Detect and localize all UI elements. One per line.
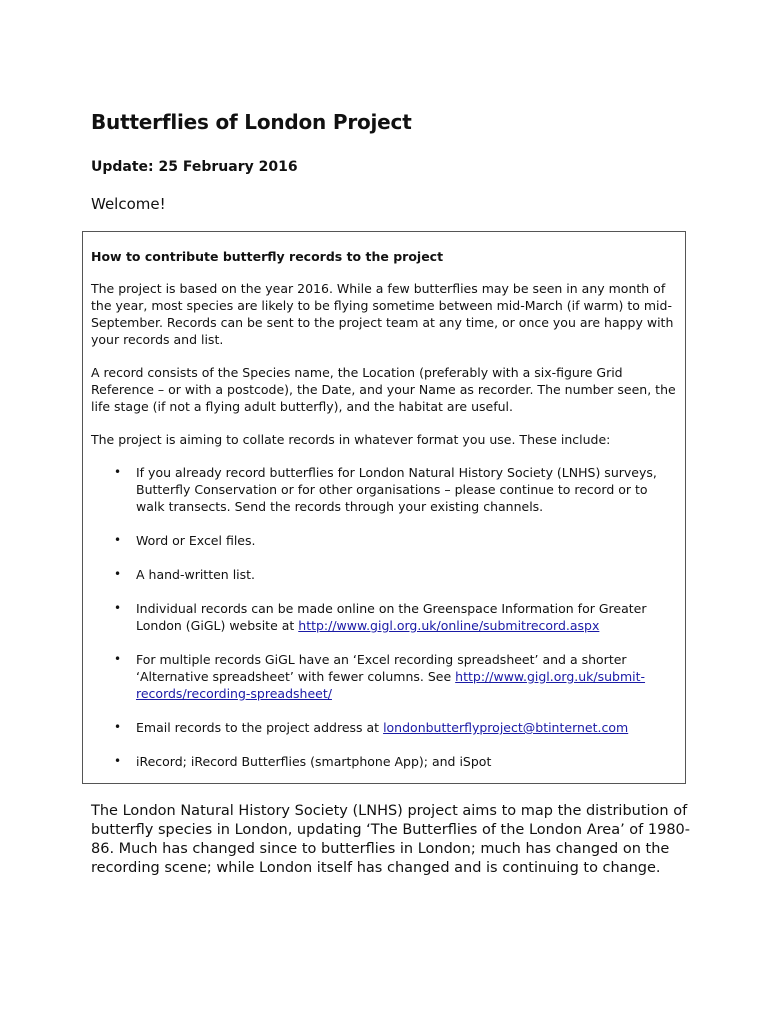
list-item-text: For multiple records GiGL have an ‘Excel recording spreadsheet’ and a shorter ‘Alternative spreadsheet’ with fewer columns. See bbox=[136, 652, 627, 684]
project-description: The London Natural History Society (LNHS) project aims to map the distribution of butterfly species in London, updating ‘The Butterflies of the London Area’ of 1980-86. Much has changed since to butterflies in London; much has changed on the recording scene; while London itself has changed and is continuing to change. bbox=[91, 803, 691, 876]
list-item-text: If you already record butterflies for London Natural History Society (LNHS) surveys, Butterfly Conservation or for other organisations – please continue to record or to walk transects. Send the records through your existing channels. bbox=[136, 465, 657, 514]
update-date: Update: 25 February 2016 bbox=[91, 159, 298, 175]
list-item-text: Email records to the project address at bbox=[136, 720, 384, 735]
gigl-submit-link[interactable]: http://www.gigl.org.uk/online/submitrecord.aspx bbox=[298, 618, 600, 633]
welcome-text: Welcome! bbox=[91, 195, 166, 213]
box-paragraph-year: The project is based on the year 2016. While a few butterflies may be seen in any month of the year, most species are likely to be flying sometime between mid-March (if warm) to mid-September. Records can be sent to the project team at any time, or once you are happy with your records and list. bbox=[91, 281, 674, 347]
list-item bbox=[91, 753, 677, 770]
list-item bbox=[91, 600, 677, 634]
list-item bbox=[91, 719, 677, 736]
list-item-text: Word or Excel files. bbox=[136, 533, 256, 548]
bullet-icon: • bbox=[114, 652, 122, 666]
formats-list bbox=[91, 464, 677, 770]
list-item-text: iRecord; iRecord Butterflies (smartphone App); and iSpot bbox=[136, 754, 492, 769]
project-email-link[interactable]: londonbutterflyproject@btinternet.com bbox=[383, 720, 629, 735]
gigl-spreadsheet-link[interactable]: http://www.gigl.org.uk/submit-records/recording-spreadsheet/ bbox=[136, 669, 646, 701]
bullet-icon: • bbox=[114, 533, 122, 547]
box-paragraph-record: A record consists of the Species name, the Location (preferably with a six-figure Grid Reference – or with a postcode), the Date, and your Name as recorder. The number seen, the life stage (if not a flying adult butterfly), and the habitat are useful. bbox=[91, 365, 676, 414]
page-title: Butterflies of London Project bbox=[91, 110, 412, 134]
list-item bbox=[91, 566, 677, 583]
list-item-text: A hand-written list. bbox=[136, 567, 256, 582]
list-item bbox=[91, 651, 677, 702]
bullet-icon: • bbox=[114, 720, 122, 734]
list-item bbox=[91, 532, 677, 549]
list-item bbox=[91, 464, 677, 515]
box-paragraph-formats: The project is aiming to collate records in whatever format you use. These include: bbox=[91, 432, 611, 447]
box-heading: How to contribute butterfly records to the project bbox=[91, 249, 444, 264]
bullet-icon: • bbox=[114, 465, 122, 479]
bullet-icon: • bbox=[114, 754, 122, 768]
bullet-icon: • bbox=[114, 601, 122, 615]
bullet-icon: • bbox=[114, 567, 122, 581]
contribute-box bbox=[82, 231, 686, 784]
list-item-text: Individual records can be made online on the Greenspace Information for Greater London (GiGL) website at bbox=[136, 601, 647, 633]
